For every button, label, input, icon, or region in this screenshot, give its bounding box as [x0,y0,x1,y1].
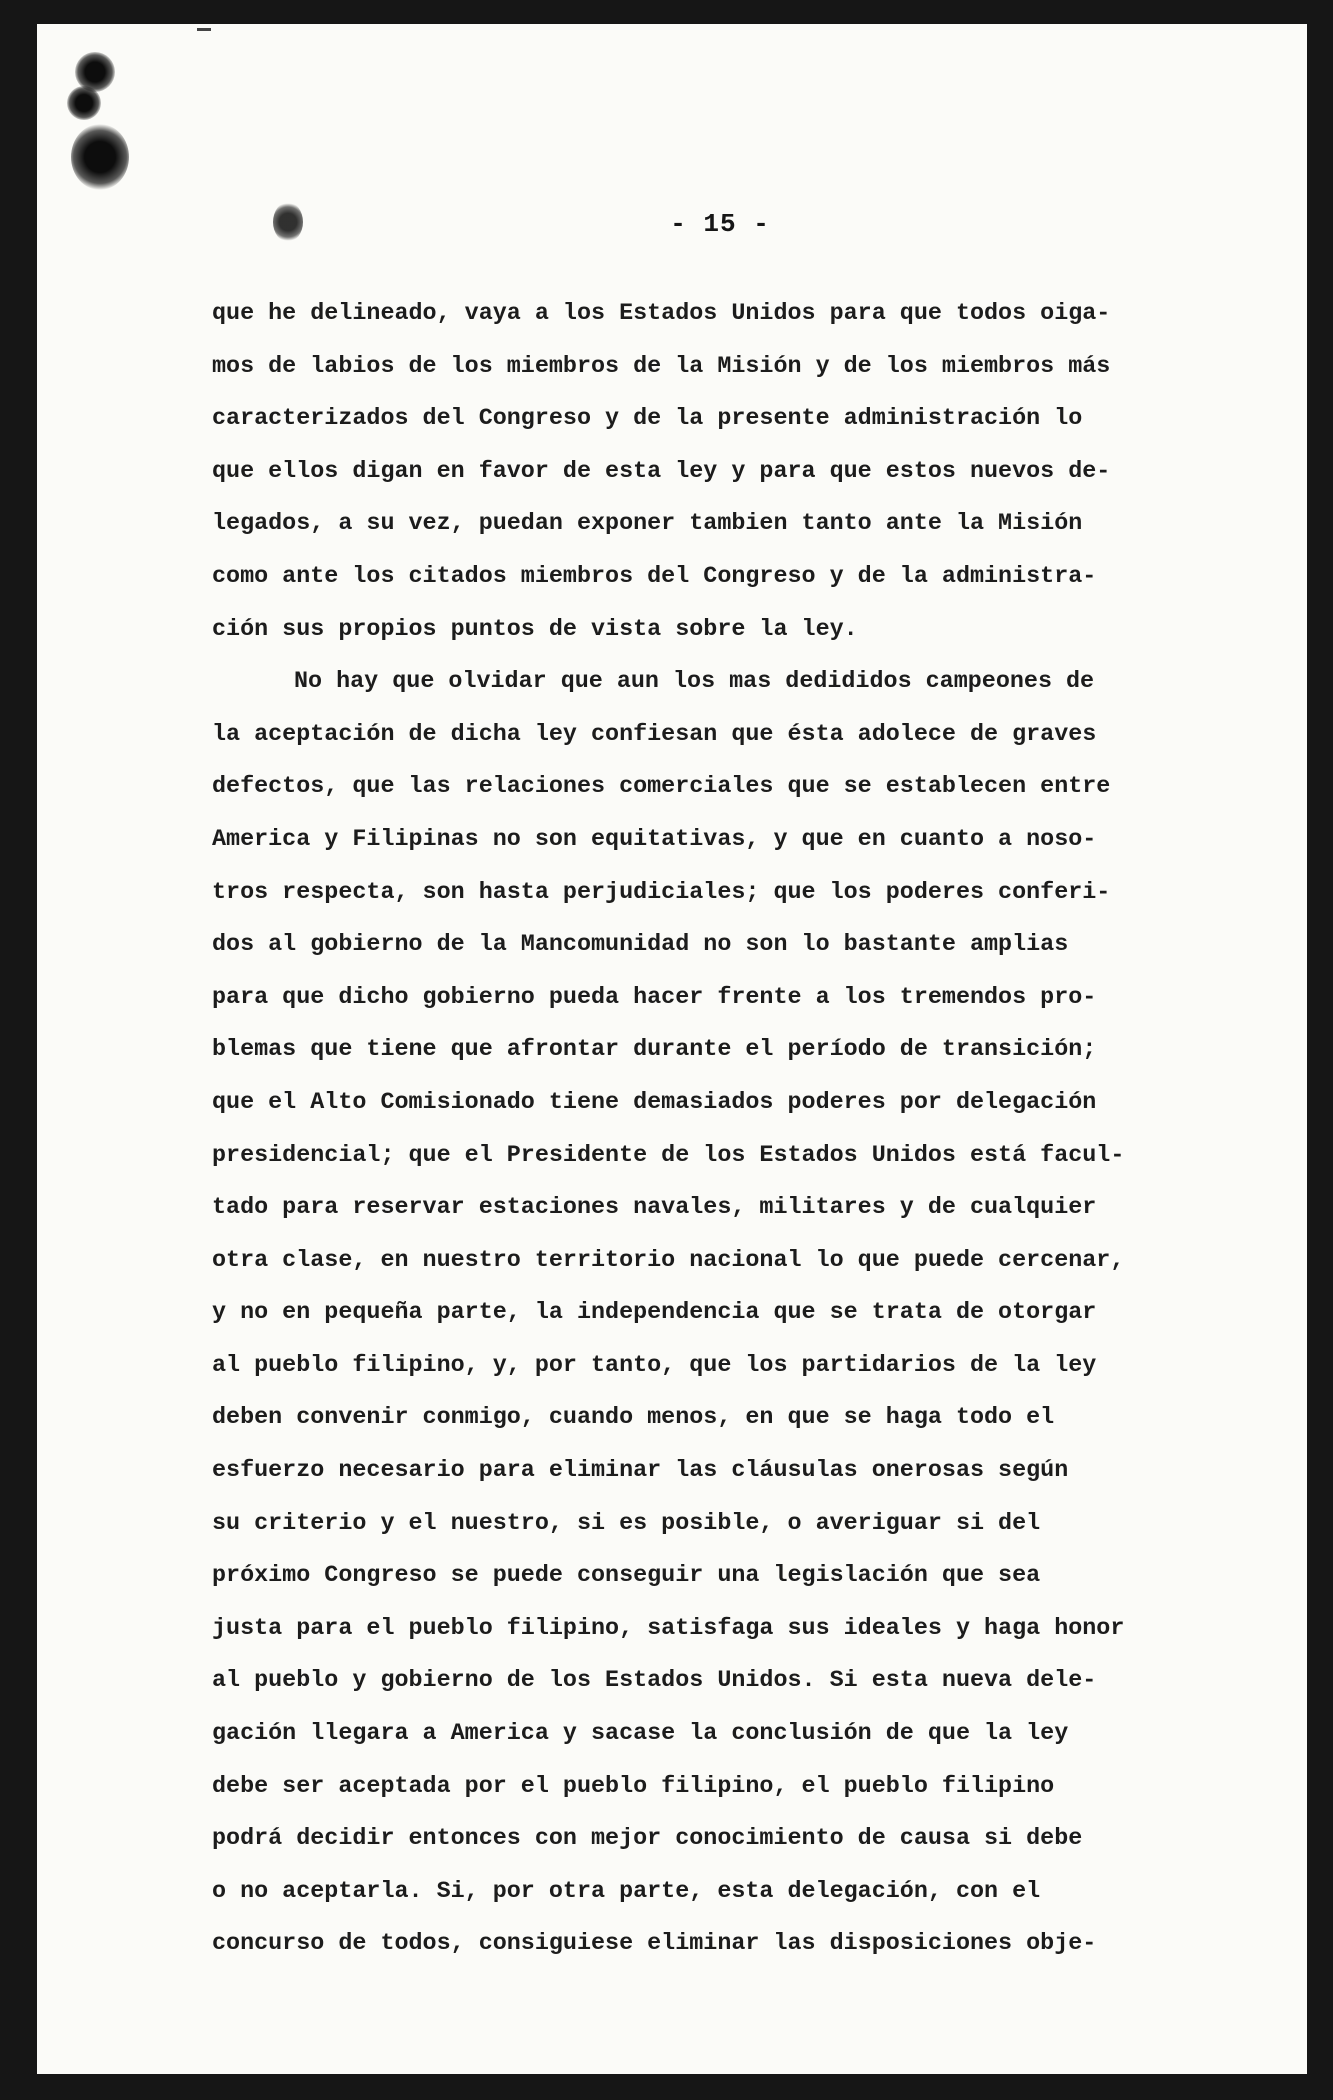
text-line: mos de labios de los miembros de la Misión y de los miembros más [212,353,1111,380]
text-line: que ellos digan en favor de esta ley y para que estos nuevos de- [212,458,1111,485]
text-line: legados, a su vez, puedan exponer tambien tanto ante la Misión [212,511,1083,538]
paragraph-first-line: No hay que olvidar que aun los mas dedididos campeones de [294,669,1095,696]
text-line: que he delineado, vaya a los Estados Unidos para que todos oiga- [212,301,1111,327]
text-line: gación llegara a America y sacase la conclusión de que la ley [212,1721,1069,1748]
text-line: esfuerzo necesario para eliminar las cláusulas onerosas según [212,1458,1069,1485]
text-line: caracterizados del Congreso y de la presente administración lo [212,406,1083,433]
text-line: la aceptación de dicha ley confiesan que ésta adolece de graves [212,721,1097,748]
text-line: dos al gobierno de la Mancomunidad no son lo bastante amplias [212,932,1069,959]
text-line: deben convenir conmigo, cuando menos, en que se haga todo el [212,1405,1055,1432]
text-line: al pueblo y gobierno de los Estados Unidos. Si esta nueva dele- [212,1668,1097,1695]
text-line: próximo Congreso se puede conseguir una legislación que sea [212,1563,1041,1590]
text-line: que el Alto Comisionado tiene demasiados poderes por delegación [212,1089,1097,1116]
edge-mark [197,28,211,31]
text-line: su criterio y el nuestro, si es posible, o averiguar si del [212,1510,1041,1537]
text-line: tado para reservar estaciones navales, militares y de cualquier [212,1195,1097,1222]
text-line: podrá decidir entonces con mejor conocimiento de causa si debe [212,1826,1083,1853]
text-line: concurso de todos, consiguiese eliminar las disposiciones obje- [212,1931,1097,1958]
ink-blot [67,86,101,120]
text-line: y no en pequeña parte, la independencia que se trata de otorgar [212,1300,1097,1327]
text-line: defectos, que las relaciones comerciales que se establecen entre [212,774,1111,801]
text-line: ción sus propios puntos de vista sobre la ley. [212,616,858,643]
text-line: America y Filipinas no son equitativas, y que en cuanto a noso- [212,826,1097,853]
document-page [37,24,1307,2074]
text-line: como ante los citados miembros del Congreso y de la administra- [212,563,1097,590]
text-line: tros respecta, son hasta perjudiciales; que los poderes conferi- [212,879,1111,906]
page-number: - 15 - [670,209,770,239]
text-line: para que dicho gobierno pueda hacer frente a los tremendos pro- [212,984,1097,1011]
text-line: al pueblo filipino, y, por tanto, que los partidarios de la ley [212,1352,1097,1379]
text-line: justa para el pueblo filipino, satisfaga sus ideales y haga honor [212,1615,1125,1642]
body-text [212,288,1292,1971]
text-line: presidencial; que el Presidente de los Estados Unidos está facul- [212,1142,1125,1169]
ink-blot [71,124,129,190]
text-line: debe ser aceptada por el pueblo filipino, el pueblo filipino [212,1773,1055,1800]
text-line: blemas que tiene que afrontar durante el período de transición; [212,1037,1097,1064]
text-line: o no aceptarla. Si, por otra parte, esta delegación, con el [212,1878,1041,1905]
text-line: otra clase, en nuestro territorio nacional lo que puede cercenar, [212,1247,1125,1274]
